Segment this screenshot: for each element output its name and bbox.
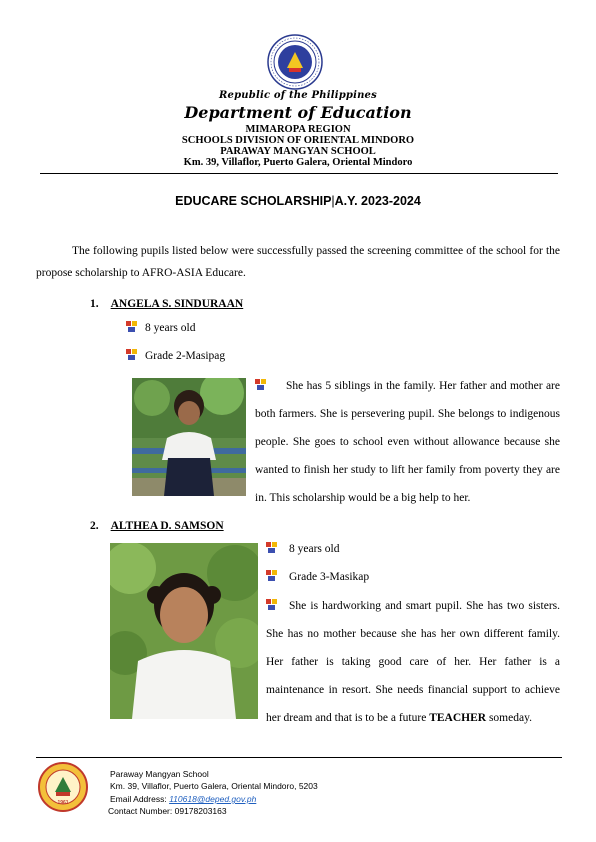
intro-paragraph: The following pupils listed below were successfully passed the screening committee of the school for the propose scholarship to AFRO-ASIA Educare. [36, 245, 560, 279]
department-title: Department of Education [184, 103, 412, 122]
address-text: Km. 39, Villaflor, Puerto Galera, Oriental Mindoro [183, 157, 413, 168]
bullet-icon [266, 599, 277, 610]
dream-word: TEACHER [429, 712, 487, 724]
header-divider [40, 173, 558, 174]
student-2-description: She is hardworking and smart pupil. She has two sisters. She has no mother because she has her own different family. Her father is taking good care of her. Her father is a maintenance in resort. She needs financial support to achieve her dream and that is to be a future TEACHER someday. [266, 600, 560, 724]
title-year: A.Y. 2023-2024 [334, 194, 421, 208]
student-name: ANGELA S. SINDURAAN [110, 298, 244, 310]
region-text: MIMAROPA REGION [245, 124, 351, 135]
footer-email: Email Address: 110618@deped.gov.ph [110, 794, 257, 804]
bullet-icon [266, 542, 277, 553]
student-1-photo [132, 378, 246, 496]
student-number: 1. [90, 298, 99, 310]
school-text: PARAWAY MANGYAN SCHOOL [220, 146, 376, 157]
footer-divider [36, 757, 562, 758]
document-title [0, 194, 596, 208]
footer-school: Paraway Mangyan School [110, 769, 209, 779]
division-text: SCHOOLS DIVISION OF ORIENTAL MINDORO [181, 135, 415, 146]
student-1-age: 8 years old [126, 321, 195, 334]
school-logo-icon [38, 762, 88, 812]
student-2-photo [110, 543, 258, 719]
bullet-icon [266, 570, 277, 581]
bullet-icon [126, 349, 137, 360]
header-lines [0, 124, 596, 168]
student-number: 2. [90, 520, 99, 532]
student-1-heading [90, 294, 243, 312]
title-main: EDUCARE SCHOLARSHIP [175, 194, 332, 208]
student-2-heading [90, 516, 224, 534]
student-1-grade: Grade 2-Masipag [126, 349, 225, 362]
student-2-grade: Grade 3-Masikap [266, 570, 369, 583]
title-separator: | [331, 194, 335, 208]
republic-text: Republic of the Philippines [219, 90, 377, 101]
deped-seal-icon [267, 34, 323, 90]
footer-contact: Contact Number: 09178203163 [108, 806, 227, 816]
footer-address: Km. 39, Villaflor, Puerto Galera, Oriental Mindoro, 5203 [110, 781, 318, 791]
student-1-description: She has 5 siblings in the family. Her father and mother are both farmers. She is persevering pupil. She belongs to indigenous people. She goes to school even without allowance because she wanted to finish her study to lift her family from poverty they are in. This scholarship would be a big help to her. [255, 380, 560, 504]
email-link[interactable]: 110618@deped.gov.ph [169, 794, 257, 804]
bullet-icon [255, 379, 266, 390]
logo-year: 1961 [57, 800, 69, 806]
bullet-icon [126, 321, 137, 332]
student-2-age: 8 years old [266, 542, 339, 555]
student-name: ALTHEA D. SAMSON [110, 520, 224, 532]
